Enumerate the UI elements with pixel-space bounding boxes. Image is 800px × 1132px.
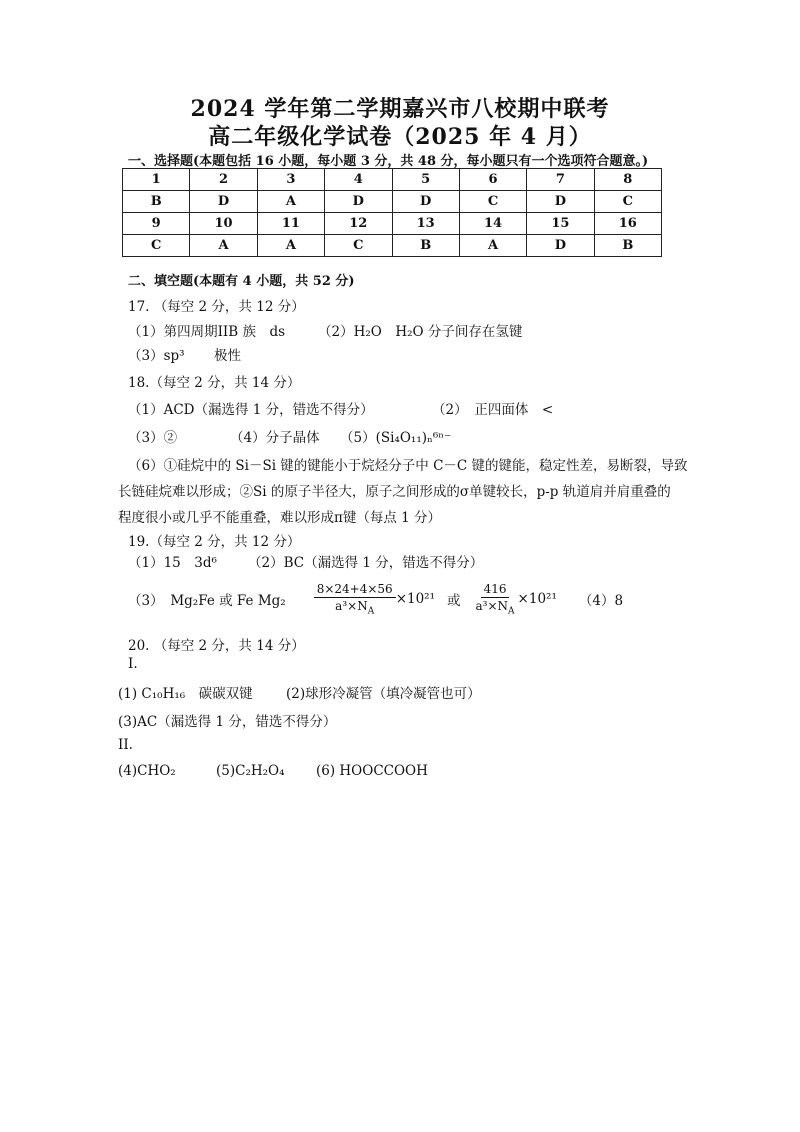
answer-cell: D	[527, 235, 594, 257]
answer-cell: D	[527, 191, 594, 213]
question-number-cell: 2	[190, 169, 257, 191]
q17-heading: 17. （每空 2 分，共 12 分）	[128, 299, 305, 315]
q17-answer-3b: 极性	[214, 348, 241, 364]
answer-cell: B	[123, 191, 190, 213]
table-row	[123, 235, 662, 257]
q17-answer-1: （1）第四周期IIB 族 ds	[128, 324, 286, 340]
fraction-1-multiplier: ×10²¹	[395, 591, 436, 608]
answer-cell: A	[459, 235, 526, 257]
fraction-2-numerator: 416	[481, 582, 510, 598]
exam-title: 2024 学年第二学期嘉兴市八校期中联考	[190, 96, 610, 122]
q18-answer-6-line1: （6）①硅烷中的 Si－Si 键的键能小于烷烃分子中 C－C 键的键能，稳定性差，易断裂，导致	[128, 458, 688, 474]
question-number-cell: 6	[459, 169, 526, 191]
q19-heading: 19.（每空 2 分，共 12 分）	[128, 534, 301, 550]
q20-part-1-label: I.	[128, 656, 138, 672]
choice-answer-table	[122, 168, 662, 257]
answer-cell: A	[257, 191, 324, 213]
or-text: 或	[447, 593, 461, 610]
question-number-cell: 15	[527, 213, 594, 235]
q18-answer-3: （3）②	[128, 430, 178, 446]
answer-cell: C	[123, 235, 190, 257]
fraction-2-multiplier: ×10²¹	[517, 591, 557, 608]
q19-answer-1: （1）15 3d⁶	[128, 555, 217, 571]
q18-answer-6-line3: 程度很小或几乎不能重叠，难以形成π键（每点 1 分）	[118, 510, 442, 526]
exam-subtitle: 高二年级化学试卷（2025 年 4 月）	[208, 124, 592, 150]
density-fraction-1	[314, 582, 396, 616]
q17-answer-2: （2）H₂O H₂O 分子间存在氢键	[318, 324, 523, 340]
question-number-cell: 14	[459, 213, 526, 235]
fraction-1-numerator: 8×24+4×56	[314, 582, 396, 598]
question-number-cell: 12	[325, 213, 392, 235]
q17-answer-3: （3）sp³	[128, 348, 185, 364]
q19-answer-3: （3） Mg₂Fe 或 Fe Mg₂	[128, 593, 286, 610]
answer-cell: C	[325, 235, 392, 257]
question-number-cell: 5	[392, 169, 459, 191]
q18-answer-5: （5）(Si₄O₁₁)ₙ⁶ⁿ⁻	[340, 430, 452, 446]
section-2-heading: 二、填空题(本题有 4 小题，共 52 分)	[128, 274, 355, 289]
answer-cell: A	[257, 235, 324, 257]
question-number-cell: 1	[123, 169, 190, 191]
question-number-cell: 16	[594, 213, 661, 235]
q20-part-2-label: II.	[118, 737, 133, 753]
section-1-heading: 一、选择题(本题包括 16 小题，每小题 3 分，共 48 分，每小题只有一个选项符合题意。)	[128, 154, 649, 169]
question-number-cell: 13	[392, 213, 459, 235]
answer-cell: D	[325, 191, 392, 213]
answer-cell: B	[594, 235, 661, 257]
question-number-cell: 11	[257, 213, 324, 235]
q20-answer-1: (1) C₁₀H₁₆ 碳碳双键	[118, 686, 253, 702]
answer-cell: D	[190, 191, 257, 213]
q20-heading: 20. （每空 2 分，共 14 分）	[128, 638, 305, 654]
q18-answer-1: （1）ACD（漏选得 1 分，错选不得分）	[128, 402, 374, 418]
q20-answer-5: (5)C₂H₂O₄	[216, 763, 285, 779]
answer-cell: A	[190, 235, 257, 257]
question-number-cell: 4	[325, 169, 392, 191]
question-number-cell: 8	[594, 169, 661, 191]
q20-answer-3: (3)AC（漏选得 1 分，错选不得分）	[118, 714, 337, 730]
table-row	[123, 213, 662, 235]
q18-answer-6-line2: 长链硅烷难以形成；②Si 的原子半径大，原子之间形成的σ单键较长，p-p 轨道肩并肩重叠的	[118, 484, 671, 500]
density-fraction-2	[473, 582, 518, 616]
table-row	[123, 169, 662, 191]
q19-answer-2: （2）BC（漏选得 1 分，错选不得分）	[248, 555, 484, 571]
q18-answer-2: （2） 正四面体 <	[432, 402, 554, 418]
table-row	[123, 191, 662, 213]
q20-answer-2: (2)球形冷凝管（填冷凝管也可）	[286, 686, 481, 702]
answer-cell: C	[594, 191, 661, 213]
answer-cell: D	[392, 191, 459, 213]
fraction-1-denominator: $a^3\times N_A$	[335, 599, 375, 617]
question-number-cell: 9	[123, 213, 190, 235]
answer-cell: C	[459, 191, 526, 213]
q18-heading: 18.（每空 2 分，共 14 分）	[128, 375, 301, 391]
q20-answer-6: (6) HOOCCOOH	[316, 763, 428, 779]
q19-answer-row-3	[128, 582, 623, 616]
question-number-cell: 7	[527, 169, 594, 191]
question-number-cell: 3	[257, 169, 324, 191]
answer-cell: B	[392, 235, 459, 257]
q19-answer-4: （4）8	[578, 593, 624, 610]
question-number-cell: 10	[190, 213, 257, 235]
fraction-2-denominator: $a^3\times N_A$	[475, 599, 515, 617]
q20-answer-4: (4)CHO₂	[118, 763, 176, 779]
q18-answer-4: （4）分子晶体	[230, 430, 320, 446]
